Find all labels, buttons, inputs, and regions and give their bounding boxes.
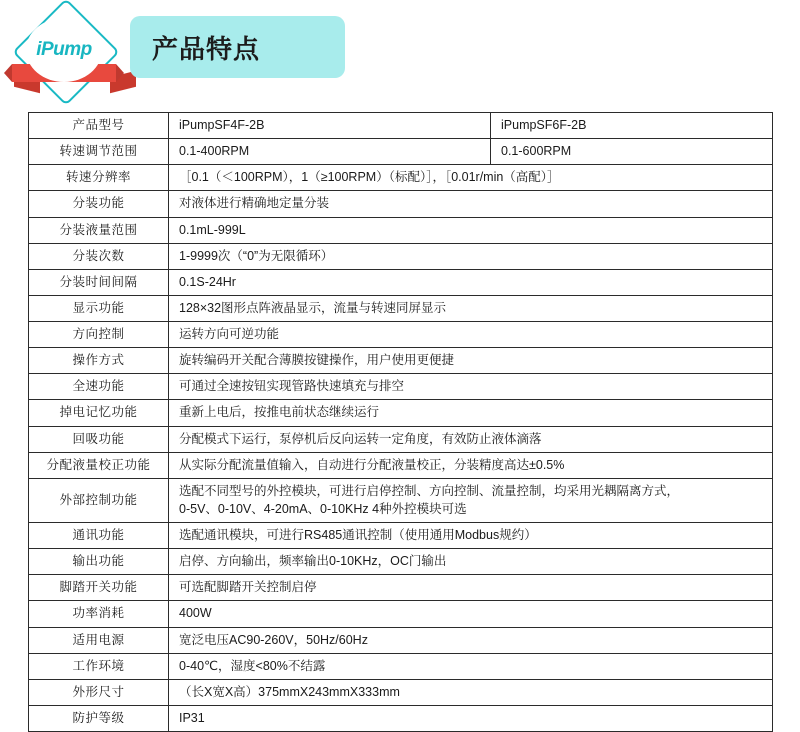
spec-value: 0.1S-24Hr	[169, 269, 773, 295]
table-row	[29, 653, 773, 679]
spec-value: 运转方向可逆功能	[169, 322, 773, 348]
spec-label: 回吸功能	[29, 426, 169, 452]
spec-value: 启停、方向输出，频率输出0-10KHz，OC门输出	[169, 549, 773, 575]
table-row	[29, 452, 773, 478]
spec-value: 旋转编码开关配合薄膜按键操作，用户使用更便捷	[169, 348, 773, 374]
table-row	[29, 549, 773, 575]
spec-value-line: 选配不同型号的外控模块，可进行启停控制、方向控制、流量控制，均采用光耦隔离方式，	[179, 483, 680, 498]
table-row	[29, 322, 773, 348]
table-row	[29, 400, 773, 426]
logo-circle	[26, 18, 102, 82]
spec-value-model-a: iPumpSF4F-2B	[169, 113, 491, 139]
spec-label: 通讯功能	[29, 523, 169, 549]
spec-table-body	[29, 113, 773, 732]
table-row	[29, 627, 773, 653]
table-row	[29, 523, 773, 549]
spec-value: 400W	[169, 601, 773, 627]
spec-label: 掉电记忆功能	[29, 400, 169, 426]
spec-label: 操作方式	[29, 348, 169, 374]
spec-value: IP31	[169, 705, 773, 731]
spec-label: 外形尺寸	[29, 679, 169, 705]
spec-label: 防护等级	[29, 705, 169, 731]
table-row	[29, 601, 773, 627]
spec-value: 选配通讯模块，可进行RS485通讯控制（使用通用Modbus规约）	[169, 523, 773, 549]
spec-value: 128×32图形点阵液晶显示，流量与转速同屏显示	[169, 295, 773, 321]
spec-value-line: 0-5V、0-10V、4-20mA、0-10KHz 4种外控模块可选	[179, 501, 467, 516]
spec-value: 0.1mL-999L	[169, 217, 773, 243]
spec-value: 1-9999次（“0”为无限循环）	[169, 243, 773, 269]
spec-label: 全速功能	[29, 374, 169, 400]
table-row	[29, 217, 773, 243]
page-header	[0, 0, 800, 105]
spec-value-model-a: 0.1-400RPM	[169, 139, 491, 165]
ipump-logo	[22, 8, 114, 100]
table-row	[29, 374, 773, 400]
spec-label: 转速调节范围	[29, 139, 169, 165]
spec-value-model-b: 0.1-600RPM	[491, 139, 773, 165]
table-row	[29, 139, 773, 165]
table-row	[29, 295, 773, 321]
spec-value: （长X宽X高）375mmX243mmX333mm	[169, 679, 773, 705]
logo-text: iPump	[36, 39, 92, 60]
spec-label: 分配液量校正功能	[29, 452, 169, 478]
section-title-banner	[130, 16, 345, 78]
table-row	[29, 191, 773, 217]
spec-value: 0-40℃，湿度<80%不结露	[169, 653, 773, 679]
table-row	[29, 269, 773, 295]
spec-value: ［0.1（＜100RPM），1（≥100RPM）（标配）］，［0.01r/min（高配）］	[169, 165, 773, 191]
table-row	[29, 348, 773, 374]
table-row	[29, 705, 773, 731]
spec-value: 可通过全速按钮实现管路快速填充与排空	[169, 374, 773, 400]
spec-label: 转速分辨率	[29, 165, 169, 191]
spec-label: 脚踏开关功能	[29, 575, 169, 601]
spec-label: 功率消耗	[29, 601, 169, 627]
spec-label: 分装次数	[29, 243, 169, 269]
table-row	[29, 113, 773, 139]
table-row	[29, 243, 773, 269]
table-row	[29, 426, 773, 452]
spec-label: 适用电源	[29, 627, 169, 653]
spec-label: 工作环境	[29, 653, 169, 679]
spec-value: 重新上电后，按推电前状态继续运行	[169, 400, 773, 426]
spec-value: 宽泛电压AC90-260V，50Hz/60Hz	[169, 627, 773, 653]
spec-label: 输出功能	[29, 549, 169, 575]
table-row	[29, 478, 773, 522]
spec-label: 外部控制功能	[29, 478, 169, 522]
specifications-table	[28, 112, 773, 732]
table-row	[29, 165, 773, 191]
spec-label: 分装液量范围	[29, 217, 169, 243]
table-row	[29, 575, 773, 601]
spec-label: 显示功能	[29, 295, 169, 321]
page-title: 产品特点	[152, 33, 261, 64]
spec-value	[169, 478, 773, 522]
spec-value-model-b: iPumpSF6F-2B	[491, 113, 773, 139]
spec-label: 方向控制	[29, 322, 169, 348]
table-row	[29, 679, 773, 705]
spec-value: 对液体进行精确地定量分装	[169, 191, 773, 217]
spec-label: 产品型号	[29, 113, 169, 139]
spec-value: 可选配脚踏开关控制启停	[169, 575, 773, 601]
spec-value: 从实际分配流量值输入，自动进行分配液量校正，分装精度高达±0.5%	[169, 452, 773, 478]
spec-value: 分配模式下运行，泵停机后反向运转一定角度，有效防止液体滴落	[169, 426, 773, 452]
spec-label: 分装功能	[29, 191, 169, 217]
spec-label: 分装时间间隔	[29, 269, 169, 295]
